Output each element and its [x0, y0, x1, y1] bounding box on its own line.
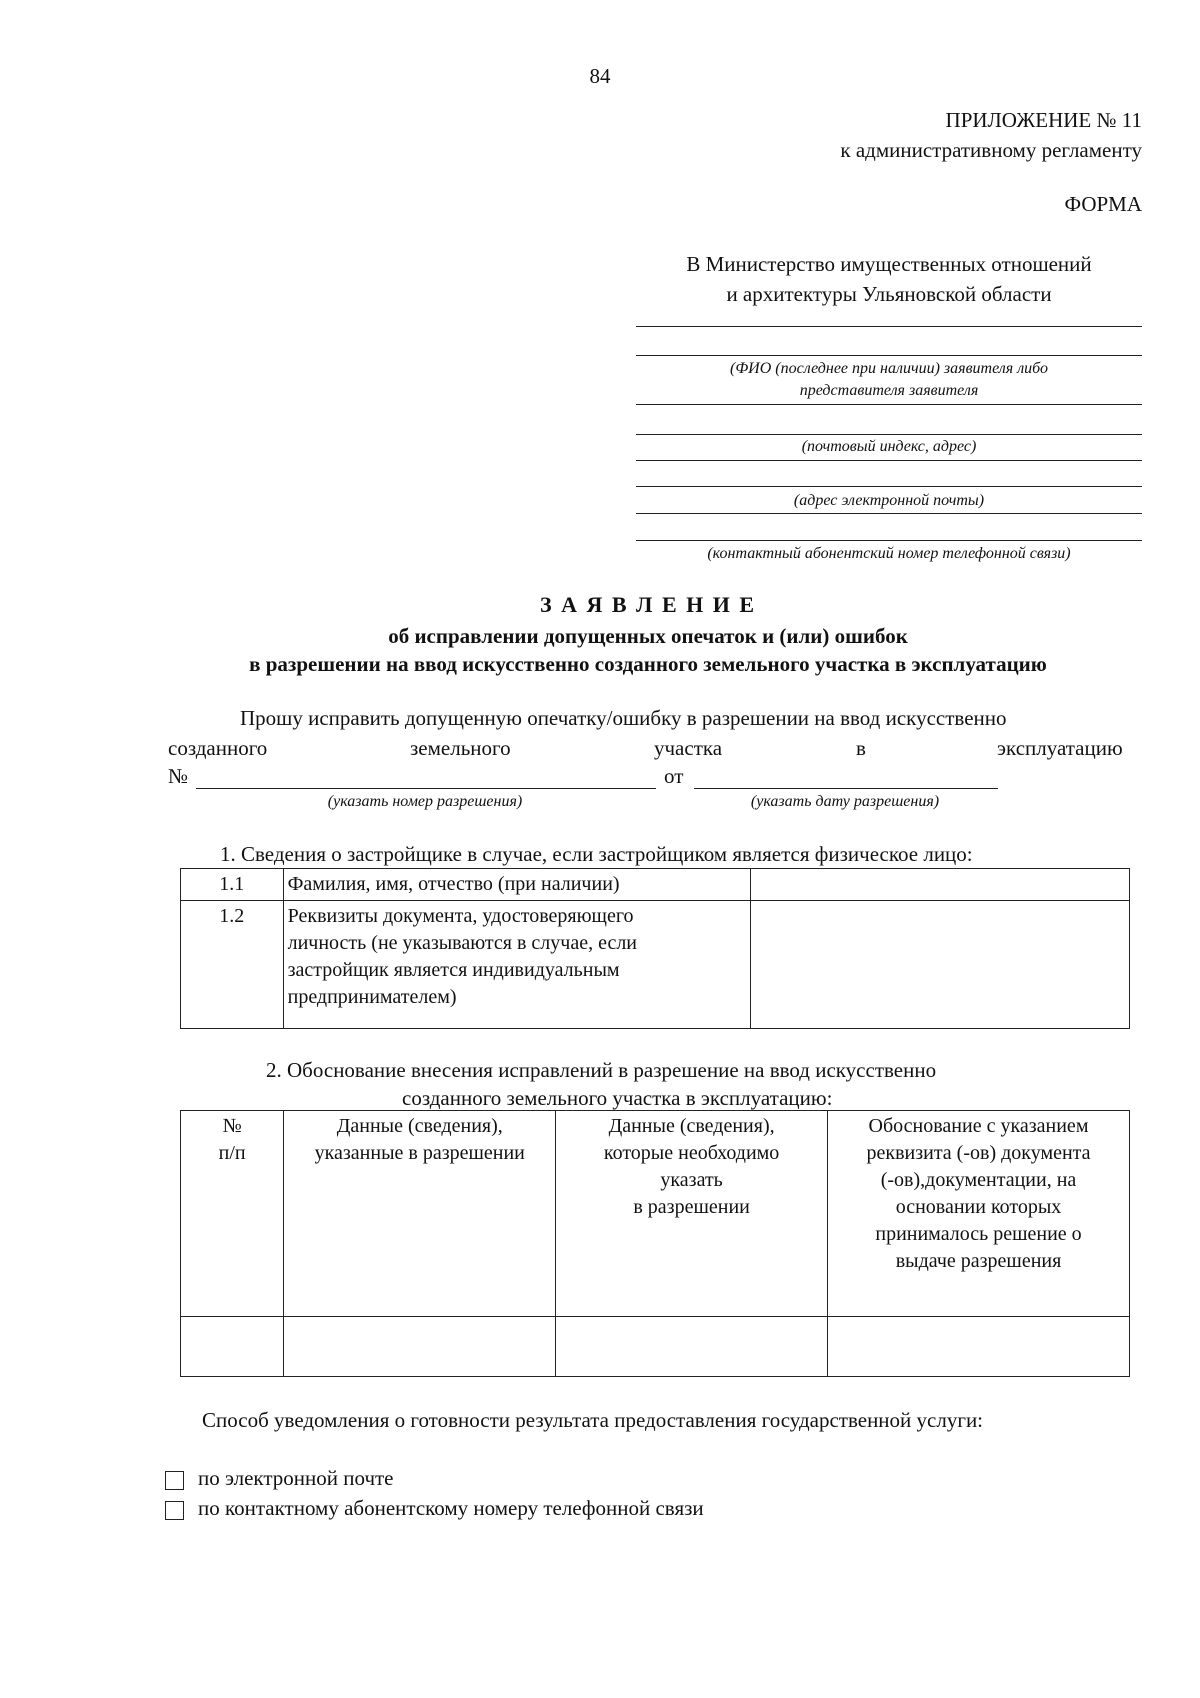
request-word-5: эксплуатацию [997, 736, 1123, 760]
full-name-value[interactable] [751, 869, 1130, 901]
header-cell-justification [828, 1111, 1130, 1317]
table-header-row [181, 1111, 1130, 1317]
identity-document-value[interactable] [751, 901, 1130, 1029]
form-label: ФОРМА [1064, 192, 1142, 216]
permit-date-hint: (указать дату разрешения) [750, 793, 940, 810]
table-row [181, 869, 1130, 901]
row-label-line: личность (не указываются в случае, если [287, 932, 638, 954]
fio-caption-line-2: представителя заявителя [799, 382, 979, 399]
justification-input[interactable] [828, 1317, 1130, 1377]
row-label-line: застройщик является индивидуальным [287, 959, 620, 981]
postal-caption-underline [636, 460, 1142, 461]
section1-title: 1. Сведения о застройщике в случае, если застройщиком является физическое лицо: [220, 842, 973, 866]
permit-date-field[interactable] [694, 788, 998, 789]
request-word-4: в [856, 736, 866, 760]
request-word-2: земельного [410, 736, 511, 760]
fio-caption-underline [636, 404, 1142, 405]
phone-option-label: по контактному абонентскому номеру телефонной связи [198, 1496, 704, 1520]
recipient-line-1: В Министерство имущественных отношений [686, 252, 1092, 276]
permit-number-prefix: № [168, 764, 189, 788]
phone-option-checkbox[interactable] [165, 1501, 184, 1520]
phone-caption: (контактный абонентский номер телефонной связи) [707, 545, 1071, 562]
email-caption-underline [636, 513, 1142, 514]
header-cell-correct-data [556, 1111, 828, 1317]
correct-data-input[interactable] [556, 1317, 828, 1377]
postal-caption: (почтовый индекс, адрес) [801, 438, 977, 455]
phone-line[interactable] [636, 540, 1142, 541]
row-label-line: предпринимателем) [287, 986, 457, 1008]
header-line: которые необходимо [603, 1142, 780, 1164]
request-word-1: созданного [168, 736, 268, 760]
header-line: основании которых [895, 1196, 1062, 1218]
header-line: п/п [218, 1142, 246, 1164]
header-cell-current-data [284, 1111, 556, 1317]
fio-caption-line-1: (ФИО (последнее при наличии) заявителя либо [729, 360, 1049, 377]
header-line: принималось решение о [875, 1223, 1082, 1245]
statement-subtitle-1: об исправлении допущенных опечаток и (или) ошибок [388, 624, 908, 648]
header-line: выдаче разрешения [895, 1250, 1062, 1272]
table-row [181, 1317, 1130, 1377]
request-word-3: участка [654, 736, 723, 760]
section2-title-line-1: 2. Обоснование внесения исправлений в разрешение на ввод искусственно [266, 1058, 937, 1082]
email-option-checkbox[interactable] [165, 1471, 184, 1490]
recipient-block [636, 249, 1142, 309]
row-label [283, 869, 750, 901]
email-caption: (адрес электронной почты) [793, 492, 985, 509]
header-line: Данные (сведения), [608, 1115, 775, 1137]
appendix-title: ПРИЛОЖЕНИЕ № 11 [945, 108, 1142, 132]
recipient-line-2: и архитектуры Ульяновской области [726, 282, 1052, 306]
row-number: 1.1 [181, 869, 284, 901]
developer-info-table [180, 868, 1130, 1029]
permit-number-field[interactable] [196, 788, 656, 789]
header-line: указанные в разрешении [314, 1142, 525, 1164]
request-line-1: Прошу исправить допущенную опечатку/ошибку в разрешении на ввод искусственно [240, 706, 1007, 730]
row-label [283, 901, 750, 1029]
section2-title-line-2: созданного земельного участка в эксплуатацию: [402, 1086, 833, 1110]
header-line: реквизита (-ов) документа [866, 1142, 1091, 1164]
row-label-line: Реквизиты документа, удостоверяющего [287, 905, 634, 927]
row-number-input[interactable] [181, 1317, 284, 1377]
fio-caption [636, 358, 1142, 402]
corrections-table [180, 1110, 1130, 1377]
appendix-subtitle: к административному регламенту [840, 138, 1142, 162]
email-line[interactable] [636, 486, 1142, 487]
notification-title: Способ уведомления о готовности результата предоставления государственной услуги: [202, 1408, 984, 1432]
header-line: Данные (сведения), [336, 1115, 503, 1137]
header-line: указать [660, 1169, 723, 1191]
statement-subtitle-2: в разрешении на ввод искусственно созданного земельного участка в эксплуатацию [249, 652, 1047, 676]
header-line: (-ов),документации, на [880, 1169, 1077, 1191]
table-row [181, 901, 1130, 1029]
header-line: Обоснование с указанием [868, 1115, 1089, 1137]
statement-title: З А Я В Л Е Н И Е [539, 592, 757, 617]
row-label-line: Фамилия, имя, отчество (при наличии) [287, 873, 620, 895]
row-number: 1.2 [181, 901, 284, 1029]
current-data-input[interactable] [284, 1317, 556, 1377]
applicant-name-line-2[interactable] [636, 355, 1142, 356]
header-line: в разрешении [633, 1196, 750, 1218]
permit-date-prefix: от [664, 764, 684, 788]
header-line: № [222, 1115, 242, 1137]
postal-address-line[interactable] [636, 434, 1142, 435]
email-option-label: по электронной почте [198, 1466, 394, 1490]
header-cell-number [181, 1111, 284, 1317]
page-number: 84 [589, 64, 611, 88]
permit-number-hint: (указать номер разрешения) [327, 793, 523, 810]
applicant-name-line-1[interactable] [636, 326, 1142, 327]
